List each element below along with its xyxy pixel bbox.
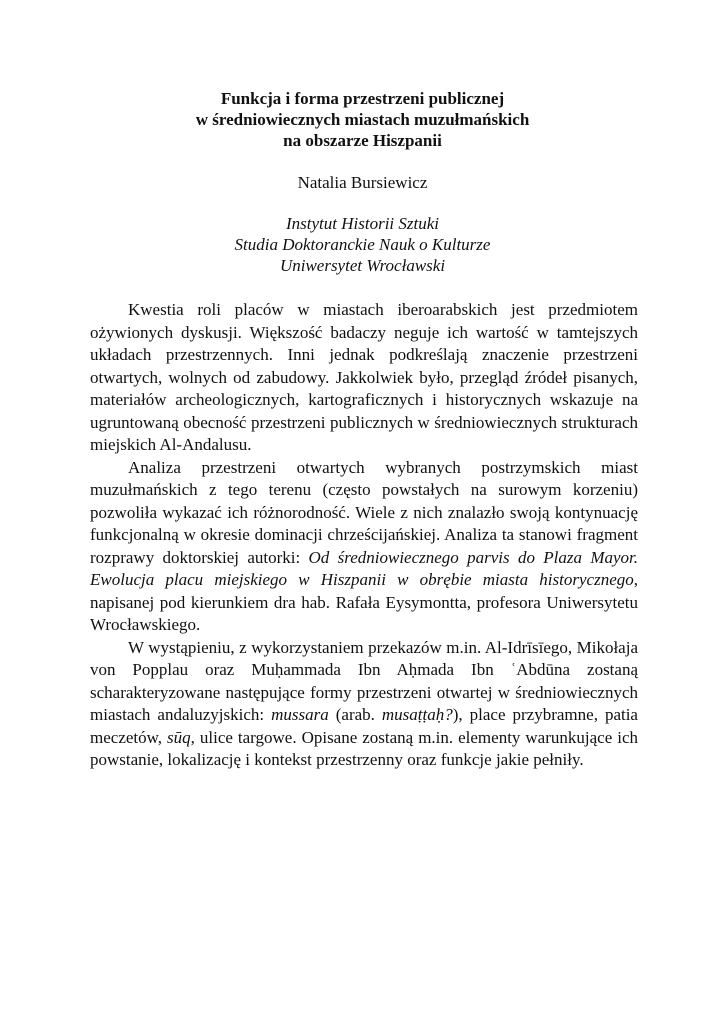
affiliation-institute: Instytut Historii Sztuki bbox=[286, 214, 439, 233]
paragraph-3 bbox=[90, 637, 638, 772]
paragraph-3-text-d: , ulice targowe. Opisane zostaną m.in. elementy warunkujące ich powstanie, lokalizację i kontekst przestrzenny oraz funkcje jakie pełniły. bbox=[90, 727, 638, 769]
term-musattah: musaṭṭaḥ? bbox=[381, 705, 453, 724]
paragraph-2 bbox=[90, 457, 638, 637]
paragraph-3-text-c: ), place przybramne, patia meczetów, bbox=[90, 705, 638, 747]
paragraph-3-text-a: W wystąpieniu, z wykorzystaniem przekazów m.in. Al-Idrīsīego, Mikołaja von Popplau oraz Muḥammada Ibn Aḥmada Ibn ʿAbdūna zostaną scharakteryzowane następujące formy przestrzeni otwartej w średniowiecznych miastach andaluzyjskich: bbox=[90, 637, 638, 724]
document-title bbox=[0, 88, 725, 151]
affiliation-university: Uniwersytet Wrocławski bbox=[279, 256, 446, 275]
affiliation-studies: Studia Doktoranckie Nauk o Kulturze bbox=[234, 235, 491, 254]
paragraph-3-text-b: (arab. bbox=[328, 705, 382, 724]
title-line-1: Funkcja i forma przestrzeni publicznej bbox=[220, 89, 505, 108]
title-line-3: na obszarze Hiszpanii bbox=[283, 131, 442, 150]
author-name: Natalia Bursiewicz bbox=[297, 173, 428, 192]
author-affiliation bbox=[0, 213, 725, 276]
dissertation-title: Od średniowiecznego parvis do Plaza Mayor. Ewolucja placu miejskiego w Hiszpanii w obrębie miasta historycznego bbox=[90, 547, 639, 589]
paragraph-2-text-a: Analiza przestrzeni otwartych wybranych postrzymskich miast muzułmańskich z tego terenu (często powstałych na surowym korzeniu) pozwoliła wykazać ich różnorodność. Wiele z nich znalazło swoją kontynuację funkcjonalną w okresie dominacji chrześcijańskiej. Analiza ta stanowi fragment rozprawy doktorskiej autorki: bbox=[90, 457, 638, 567]
term-mussara: mussara bbox=[271, 705, 329, 724]
term-suq: sūq bbox=[167, 727, 191, 747]
paragraph-2-text-b: , napisanej pod kierunkiem dra hab. Rafała Eysymontta, profesora Uniwersytetu Wrocławskiego. bbox=[90, 570, 638, 634]
paragraph-1: Kwestia roli placów w miastach iberoarabskich jest przedmiotem ożywionych dyskusji. Większość badaczy neguje ich wartość w tamtejszych układach przestrzennych. Inni jednak podkreślają znaczenie przestrzeni otwartych, wolnych od zabudowy. Jakkolwiek było, przegląd źródeł pisanych, materiałów archeologicznych, kartograficznych i historycznych wskazuje na ugruntowaną obecność przestrzeni publicznych w średniowiecznych strukturach miejskich Al-Andalusu. bbox=[90, 300, 638, 454]
title-line-2: w średniowiecznych miastach muzułmańskich bbox=[195, 110, 530, 129]
abstract-body bbox=[90, 299, 638, 772]
